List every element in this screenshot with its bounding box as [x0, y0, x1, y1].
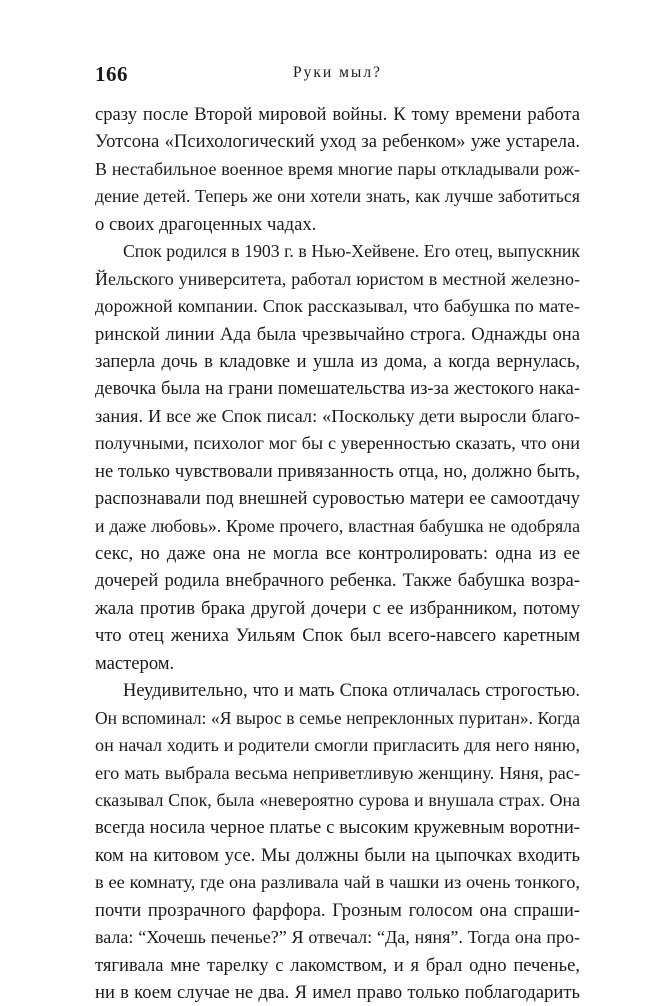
text-line: девочка была на грани помешательства из-за жестокого нака- [95, 378, 580, 399]
text-line: почти прозрачного фарфора. Грозным голосом она спраши- [95, 899, 580, 921]
text-line: жала против брака другой дочери с ее избранником, потому [95, 597, 580, 619]
text-line: заперла дочь в кладовке и ушла из дома, а когда вернулась, [95, 350, 580, 372]
text-line: ринской линии Ада была чрезвычайно строга. Однажды она [95, 323, 580, 345]
text-line: о своих драгоценных чадах. [95, 213, 317, 235]
running-head [95, 62, 580, 86]
text-line: мастером. [95, 652, 175, 674]
text-line: всегда носила черное платье с высоким кружевным воротни- [95, 817, 580, 839]
text-line: тягивала мне тарелку с лакомством, и я брал одно печенье, [95, 954, 580, 976]
text-line: ком на китовом усе. Мы должны были на цыпочках входить [95, 844, 580, 866]
text-line: Неудивительно, что и мать Спока отличалась строгостью. [123, 680, 580, 701]
text-line: Он вспоминал: «Я вырос в семье непреклонных пуритан». Когда [95, 707, 580, 728]
text-line: он начал ходить и родители смогли пригласить для него няню, [95, 735, 580, 756]
text-line: что отец жениха Уильям Спок был всего-навсего каретным [95, 625, 580, 647]
text-line: В нестабильное военное время многие пары откладывали рож- [95, 158, 580, 179]
text-line: Уотсона «Психологический уход за ребенком» уже устарела. [95, 131, 580, 153]
body-text [95, 101, 580, 1006]
text-line: дочерей родила внебрачного ребенка. Также бабушка возра- [95, 570, 580, 592]
text-line: в ее комнату, где она разливала чай в чашки из очень тонкого, [95, 872, 580, 893]
page-number: 166 [95, 62, 128, 86]
text-line: зания. И все же Спок писал: «Поскольку дети выросли благо- [95, 405, 580, 426]
text-line: секс, но даже она не могла все контролировать: одна из ее [95, 543, 580, 564]
running-title: Руки мыл? [293, 64, 382, 81]
text-line: Спок родился в 1903 г. в Нью-Хейвене. Его отец, выпускник [123, 241, 580, 262]
text-line: его мать выбрала весьма неприветливую женщину. Няня, рас- [95, 762, 580, 783]
text-line: вала: “Хочешь печенье?” Я отвечал: “Да, няня”. Тогда она про- [95, 927, 580, 948]
text-line: дение детей. Теперь же они хотели знать, как лучше заботиться [95, 186, 580, 207]
text-line: распознавали под внешней суровостью матери ее самоотдачу [95, 488, 580, 509]
text-line: дорожной компании. Спок рассказывал, что бабушка по мате- [95, 296, 580, 317]
text-line: сразу после Второй мировой войны. К тому времени работа [95, 104, 580, 125]
text-line: Йельского университета, работал юристом в местной железно- [95, 268, 580, 289]
text-line: не только чувствовали привязанность отца, но, должно быть, [95, 460, 580, 482]
text-line: получными, психолог мог бы с уверенностью сказать, что они [95, 433, 580, 454]
text-line: и даже любовь». Кроме прочего, властная бабушка не одобряла [95, 515, 580, 536]
text-line: ни в коем случае не два. Я имел право только поблагодарить [95, 982, 580, 1003]
text-line: сказывал Спок, была «невероятно сурова и внушала страх. Она [95, 789, 580, 810]
